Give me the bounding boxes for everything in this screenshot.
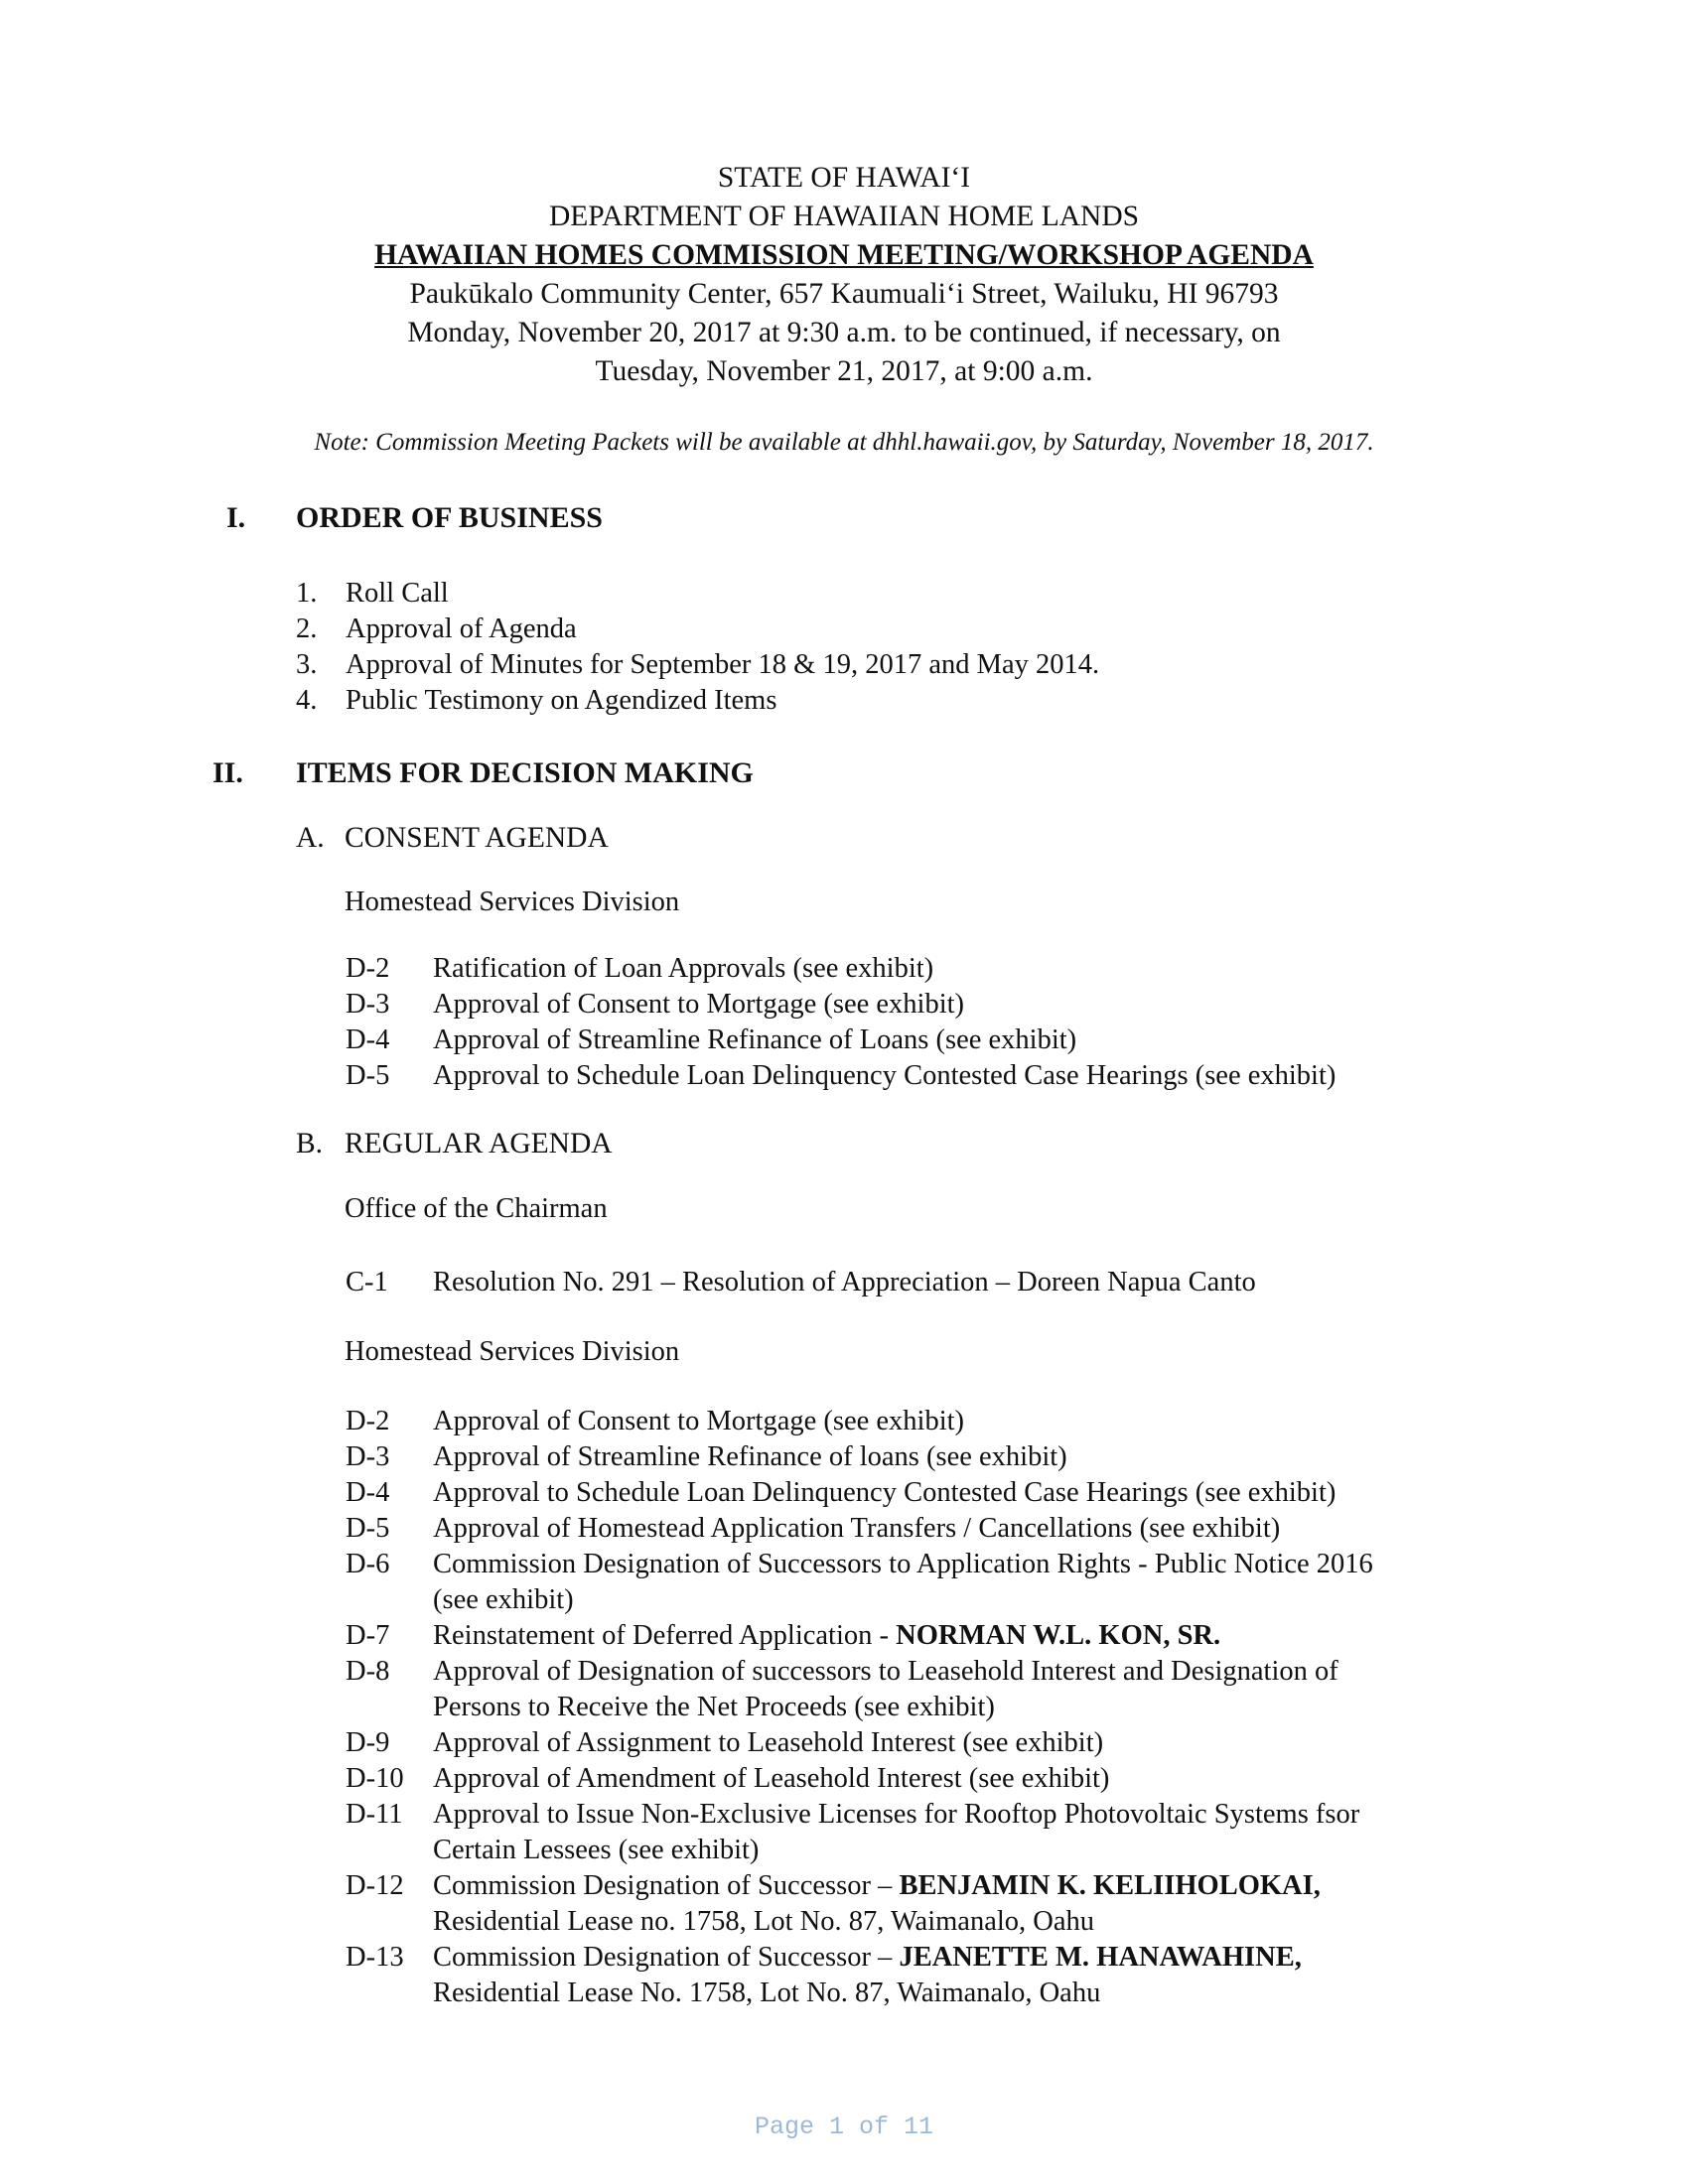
section-title: ITEMS FOR DECISION MAKING: [296, 756, 754, 789]
agenda-item-name: BENJAMIN K. KELIIHOLOKAI,: [899, 1870, 1321, 1901]
agenda-item-title: Commission Designation of Successors to Application Rights - Public Notice 2016: [433, 1549, 1373, 1579]
agenda-item-code: D-5: [346, 1513, 390, 1544]
agenda-item: [346, 1439, 1555, 1475]
list-item-text: Approval of Agenda: [346, 614, 577, 644]
agenda-item: [346, 1761, 1555, 1797]
agenda-item-title: Approval of Consent to Mortgage (see exhibit): [433, 989, 965, 1020]
regular-items-list: [346, 1404, 1555, 2011]
agenda-item-code: D-13: [346, 1942, 404, 1973]
agenda-item-title: Approval to Schedule Loan Delinquency Contested Case Hearings (see exhibit): [433, 1060, 1336, 1091]
section-title: ORDER OF BUSINESS: [296, 501, 603, 534]
agenda-item-title: Commission Designation of Successor –: [433, 1942, 900, 1973]
document-header: [0, 159, 1688, 391]
agenda-item-code: D-4: [346, 1477, 390, 1508]
agenda-item: [346, 1797, 1555, 1868]
agenda-item-code: D-12: [346, 1870, 404, 1901]
list-item-number: 3.: [296, 649, 318, 680]
agenda-item-code: D-2: [346, 953, 390, 984]
agenda-item: [346, 1023, 1555, 1058]
agenda-item: [346, 1654, 1555, 1725]
chairman-items-list: [346, 1265, 1555, 1300]
header-date-line1: Monday, November 20, 2017 at 9:30 a.m. to be continued, if necessary, on: [407, 317, 1281, 348]
page-number: Page 1 of 11: [754, 2113, 934, 2141]
list-item-text: Public Testimony on Agendized Items: [346, 685, 777, 716]
agenda-item-title: Approval of Homestead Application Transfers / Cancellations (see exhibit): [433, 1513, 1281, 1544]
subsection-letter: A.: [296, 822, 325, 854]
agenda-item-title: Reinstatement of Deferred Application -: [433, 1620, 897, 1651]
header-location: Paukūkalo Community Center, 657 Kaumuali‘i Street, Wailuku, HI 96793: [409, 278, 1279, 310]
list-item-number: 1.: [296, 578, 318, 609]
agenda-item: [346, 987, 1555, 1023]
packet-note: Note: Commission Meeting Packets will be available at dhhl.hawaii.gov, by Saturday, November 18, 2017.: [314, 429, 1374, 456]
agenda-item-code: D-9: [346, 1727, 390, 1758]
list-item-number: 4.: [296, 685, 318, 716]
agenda-item-code: C-1: [346, 1267, 388, 1297]
agenda-item-name: JEANETTE M. HANAWAHINE,: [899, 1942, 1302, 1973]
agenda-item: [346, 1475, 1555, 1511]
header-date-line2: Tuesday, November 21, 2017, at 9:00 a.m.: [595, 355, 1093, 387]
agenda-item-code: D-5: [346, 1060, 390, 1091]
agenda-item-text: [433, 951, 1555, 987]
agenda-item-code: D-8: [346, 1656, 390, 1687]
header-state: STATE OF HAWAI‘I: [717, 162, 971, 194]
agenda-item-continuation: Persons to Receive the Net Proceeds (see exhibit): [433, 1692, 995, 1722]
agenda-item-text: [433, 1761, 1555, 1797]
section-number: I.: [226, 501, 246, 534]
list-item-text: Approval of Minutes for September 18 & 19, 2017 and May 2014.: [346, 649, 1100, 680]
agenda-item-code: D-4: [346, 1024, 390, 1055]
agenda-item: [346, 1058, 1555, 1094]
agenda-item-text: [433, 1618, 1555, 1654]
subsection-title: CONSENT AGENDA: [345, 822, 609, 854]
agenda-item-text: [433, 987, 1555, 1023]
agenda-item-code: D-3: [346, 1441, 390, 1472]
agenda-item: [346, 1725, 1555, 1761]
consent-division-label: Homestead Services Division: [345, 887, 680, 917]
agenda-item: [346, 1618, 1555, 1654]
section-number: II.: [212, 756, 243, 789]
agenda-item-text: [433, 1058, 1555, 1094]
agenda-item-title: Approval of Streamline Refinance of Loans (see exhibit): [433, 1024, 1077, 1055]
agenda-item-text: [433, 1725, 1555, 1761]
consent-items-list: [346, 951, 1555, 1094]
agenda-item-name: NORMAN W.L. KON, SR.: [896, 1620, 1221, 1651]
agenda-item-text: [433, 1654, 1555, 1725]
agenda-item: [346, 1404, 1555, 1439]
agenda-item-title: Approval of Amendment of Leasehold Interest (see exhibit): [433, 1763, 1110, 1794]
agenda-item-continuation: (see exhibit): [433, 1584, 574, 1615]
agenda-item-title: Approval of Assignment to Leasehold Interest (see exhibit): [433, 1727, 1104, 1758]
agenda-item-code: D-3: [346, 989, 390, 1020]
agenda-item: [346, 1265, 1555, 1300]
agenda-item-text: [433, 1868, 1555, 1940]
agenda-item-text: [433, 1404, 1555, 1439]
header-agenda-title: HAWAIIAN HOMES COMMISSION MEETING/WORKSHOP AGENDA: [374, 239, 1314, 271]
agenda-item-text: [433, 1511, 1555, 1547]
agenda-item-text: [433, 1439, 1555, 1475]
office-of-chairman-label: Office of the Chairman: [345, 1193, 608, 1224]
agenda-item-title: Ratification of Loan Approvals (see exhibit): [433, 953, 934, 984]
agenda-item-text: [433, 1797, 1555, 1868]
list-item-text: Roll Call: [346, 578, 449, 609]
agenda-item-code: D-11: [346, 1799, 403, 1830]
list-item-number: 2.: [296, 614, 318, 644]
agenda-item-text: [433, 1023, 1555, 1058]
agenda-item-title: Approval to Issue Non-Exclusive Licenses for Rooftop Photovoltaic Systems fsor: [433, 1799, 1360, 1830]
agenda-item: [346, 1940, 1555, 2011]
agenda-item-text: [433, 1547, 1555, 1618]
agenda-item-title: Resolution No. 291 – Resolution of Appreciation – Doreen Napua Canto: [433, 1267, 1256, 1297]
agenda-item: [346, 1511, 1555, 1547]
agenda-item-title: Commission Designation of Successor –: [433, 1870, 900, 1901]
regular-division-label: Homestead Services Division: [345, 1336, 680, 1367]
agenda-item-code: D-10: [346, 1763, 404, 1794]
header-department: DEPARTMENT OF HAWAIIAN HOME LANDS: [548, 201, 1140, 232]
agenda-item-continuation: Certain Lessees (see exhibit): [433, 1835, 760, 1865]
agenda-item-text: [433, 1265, 1555, 1300]
agenda-item: [346, 1868, 1555, 1940]
agenda-item-continuation: Residential Lease No. 1758, Lot No. 87, Waimanalo, Oahu: [433, 1978, 1101, 2008]
agenda-item-title: Approval to Schedule Loan Delinquency Contested Case Hearings (see exhibit): [433, 1477, 1336, 1508]
subsection-letter: B.: [296, 1128, 324, 1160]
agenda-item-code: D-6: [346, 1549, 390, 1579]
agenda-item: [346, 951, 1555, 987]
agenda-item-continuation: Residential Lease no. 1758, Lot No. 87, Waimanalo, Oahu: [433, 1906, 1094, 1937]
agenda-item-title: Approval of Designation of successors to Leasehold Interest and Designation of: [433, 1656, 1338, 1687]
agenda-item-code: D-7: [346, 1620, 390, 1651]
subsection-title: REGULAR AGENDA: [345, 1128, 613, 1160]
agenda-item-title: Approval of Streamline Refinance of loans (see exhibit): [433, 1441, 1067, 1472]
agenda-item-code: D-2: [346, 1406, 390, 1436]
agenda-item-text: [433, 1940, 1555, 2011]
agenda-item: [346, 1547, 1555, 1618]
agenda-item-text: [433, 1475, 1555, 1511]
agenda-item-title: Approval of Consent to Mortgage (see exhibit): [433, 1406, 965, 1436]
